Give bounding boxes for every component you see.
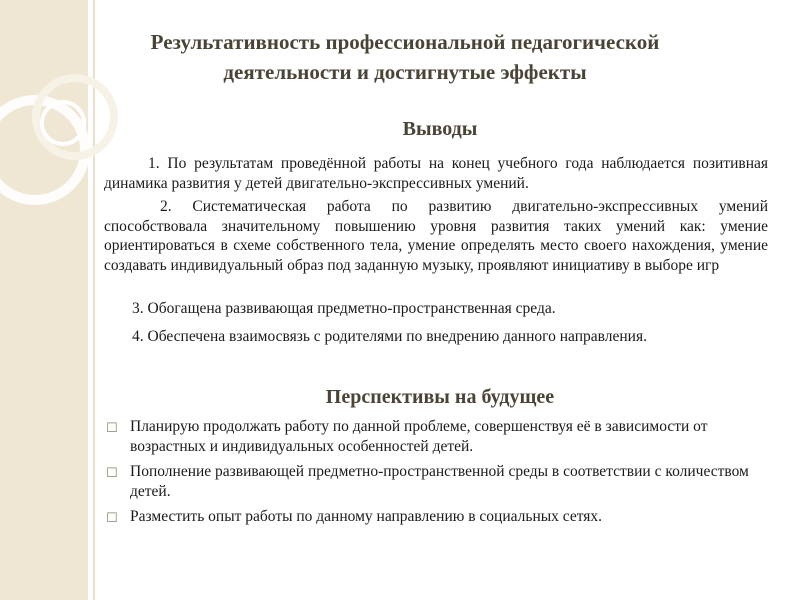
prospects-list — [104, 417, 768, 533]
prospect-item-text: Пополнение развивающей предметно-пространственной среды в соответствии с количеством детей. — [130, 463, 749, 500]
decorative-ring — [40, 100, 86, 146]
conclusion-item-2: 2. Систематическая работа по развитию двигательно-экспрессивных умений способствовала значительному повышению уровня развития таких умений как: умение ориентироваться в схеме собственного тела, умение определять место своего нахождения, умение создавать индивидуальный образ под заданную музыку, проявляют инициативу в выборе игр — [104, 198, 768, 274]
slide-title-line-2: деятельности и достигнутые эффекты — [223, 60, 587, 84]
list-item — [104, 417, 768, 456]
prospect-item-text: Разместить опыт работы по данному направлению в социальных сетях. — [130, 508, 603, 525]
conclusion-item-4: 4. Обеспечена взаимосвязь с родителями по внедрению данного направления. — [132, 328, 647, 345]
list-item — [104, 462, 768, 501]
conclusion-item-3: 3. Обогащена развивающая предметно-пространственная среда. — [132, 300, 556, 317]
conclusion-item-1: 1. По результатам проведённой работы на конец учебного года наблюдается позитивная динамика развития у детей двигательно-экспрессивных умений. — [104, 155, 768, 192]
list-item — [104, 507, 768, 527]
checkbox-bullet-icon: ☐ — [106, 421, 118, 436]
checkbox-bullet-icon: ☐ — [106, 511, 118, 526]
checkbox-bullet-icon: ☐ — [106, 466, 118, 481]
prospects-heading: Перспективы на будущее — [325, 386, 555, 408]
slide-title — [100, 27, 710, 87]
prospect-item-text: Планирую продолжать работу по данной проблеме, совершенствуя её в зависимости от возрастных и индивидуальных особенностей детей. — [130, 418, 708, 455]
conclusions-heading: Выводы — [402, 118, 478, 140]
slide-title-line-1: Результативность профессиональной педагогической — [150, 30, 660, 54]
